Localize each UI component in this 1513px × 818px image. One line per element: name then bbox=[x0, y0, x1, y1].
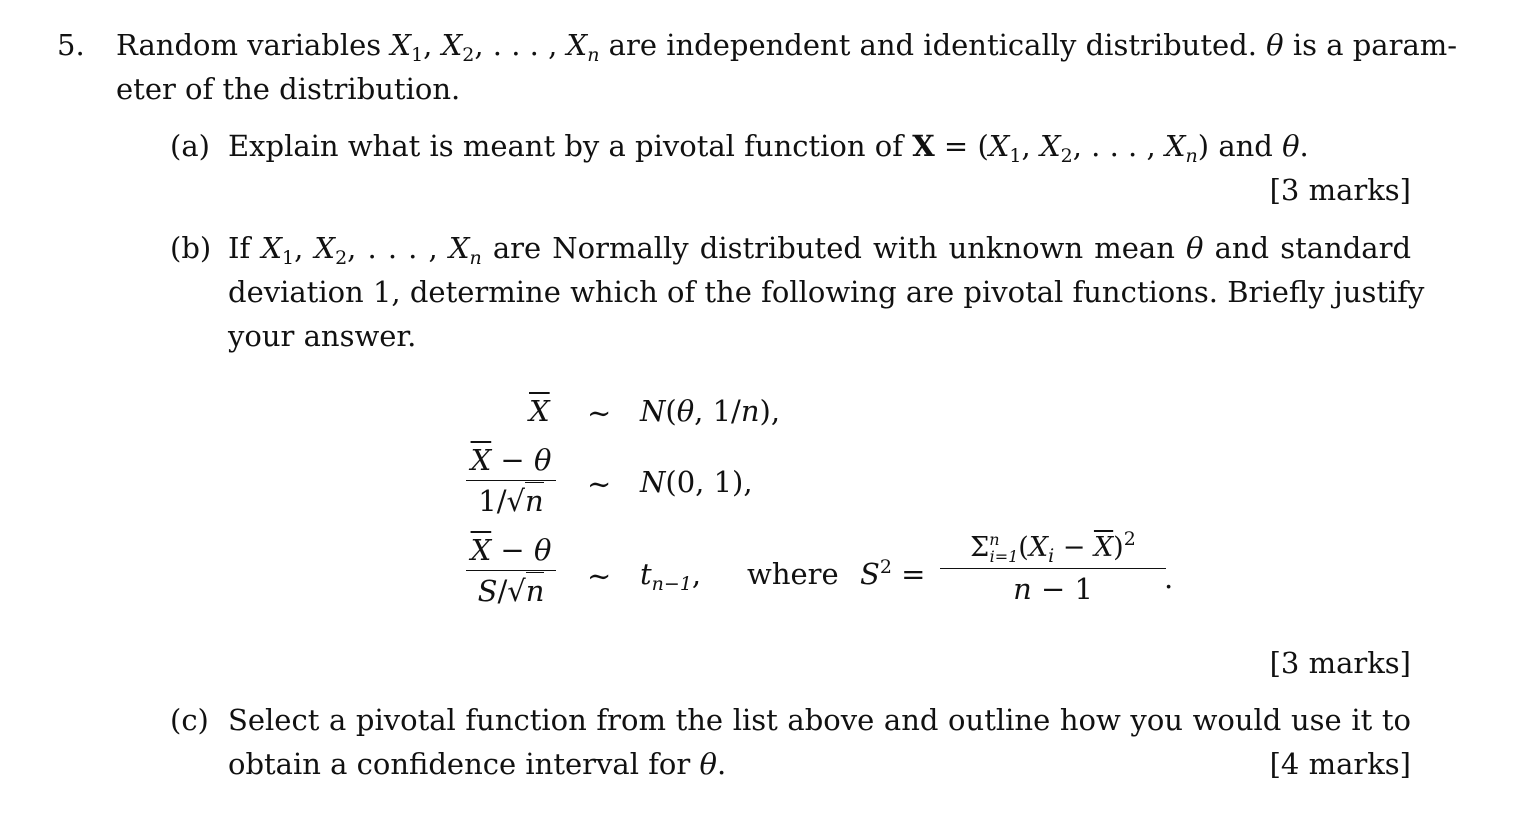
eq2-tilde: ∼ bbox=[587, 467, 612, 501]
part-c-line2: obtain a confidence interval for θ. bbox=[228, 747, 727, 781]
part-c-line1: Select a pivotal function from the list above and outline how you would use it to bbox=[228, 703, 1411, 737]
eq2-rhs: N(0, 1), bbox=[640, 465, 753, 499]
part-b-marks: [3 marks] bbox=[1269, 646, 1411, 680]
eq3-numerator: $\overline{X} - \theta$ bbox=[470, 533, 552, 567]
part-c-label: (c) bbox=[170, 703, 209, 737]
eq3-tilde: ∼ bbox=[587, 559, 612, 593]
eq2-denominator: 1/√n bbox=[478, 484, 544, 518]
question-intro-line1: Random variables $X_1$, $X_2$, . . . , $X_n$ are independent and identically distributed. θ is a param- bbox=[116, 28, 1458, 66]
eq3-rhs: $t_{n-1}$, bbox=[640, 557, 702, 595]
s2-period: . bbox=[1164, 561, 1174, 595]
eq2-fraction bbox=[466, 443, 556, 518]
part-b-line1: If $X_1$, $X_2$, . . . , $X_n$ are Normally distributed with unknown mean θ and standard bbox=[228, 231, 1412, 269]
part-a-marks: [3 marks] bbox=[1269, 173, 1411, 207]
s2-numerator: $\Sigma^n_{i=1}(X_i - \overline{X})^2$ bbox=[970, 528, 1136, 567]
eq2-numerator: $\overline{X} - \theta$ bbox=[470, 443, 552, 477]
s2-denominator: n − 1 bbox=[1013, 572, 1093, 606]
part-a-label: (a) bbox=[170, 129, 210, 163]
eq1-lhs: $\overline{X}$ bbox=[529, 394, 550, 428]
question-number: 5. bbox=[57, 28, 85, 62]
s2-fraction bbox=[940, 528, 1166, 606]
part-b-line2: deviation 1, determine which of the following are pivotal functions. Briefly justify bbox=[228, 275, 1425, 309]
part-c-marks: [4 marks] bbox=[1269, 747, 1411, 781]
part-a-text: Explain what is meant by a pivotal function of $X = (X_1$, $X_2$, . . . , $X_n$) and θ. bbox=[228, 129, 1309, 167]
eq3-where: where bbox=[747, 557, 839, 591]
eq1-rhs: N(θ, 1/n), bbox=[640, 394, 781, 428]
eq3-fraction bbox=[466, 533, 556, 608]
part-b-label: (b) bbox=[170, 231, 212, 265]
part-b-line3: your answer. bbox=[228, 319, 417, 353]
eq3-denominator: S/√n bbox=[477, 574, 545, 608]
eq1-tilde: ∼ bbox=[587, 396, 612, 430]
s2-lhs: $S^2$ = bbox=[860, 556, 926, 591]
question-intro-line2: eter of the distribution. bbox=[116, 72, 461, 106]
